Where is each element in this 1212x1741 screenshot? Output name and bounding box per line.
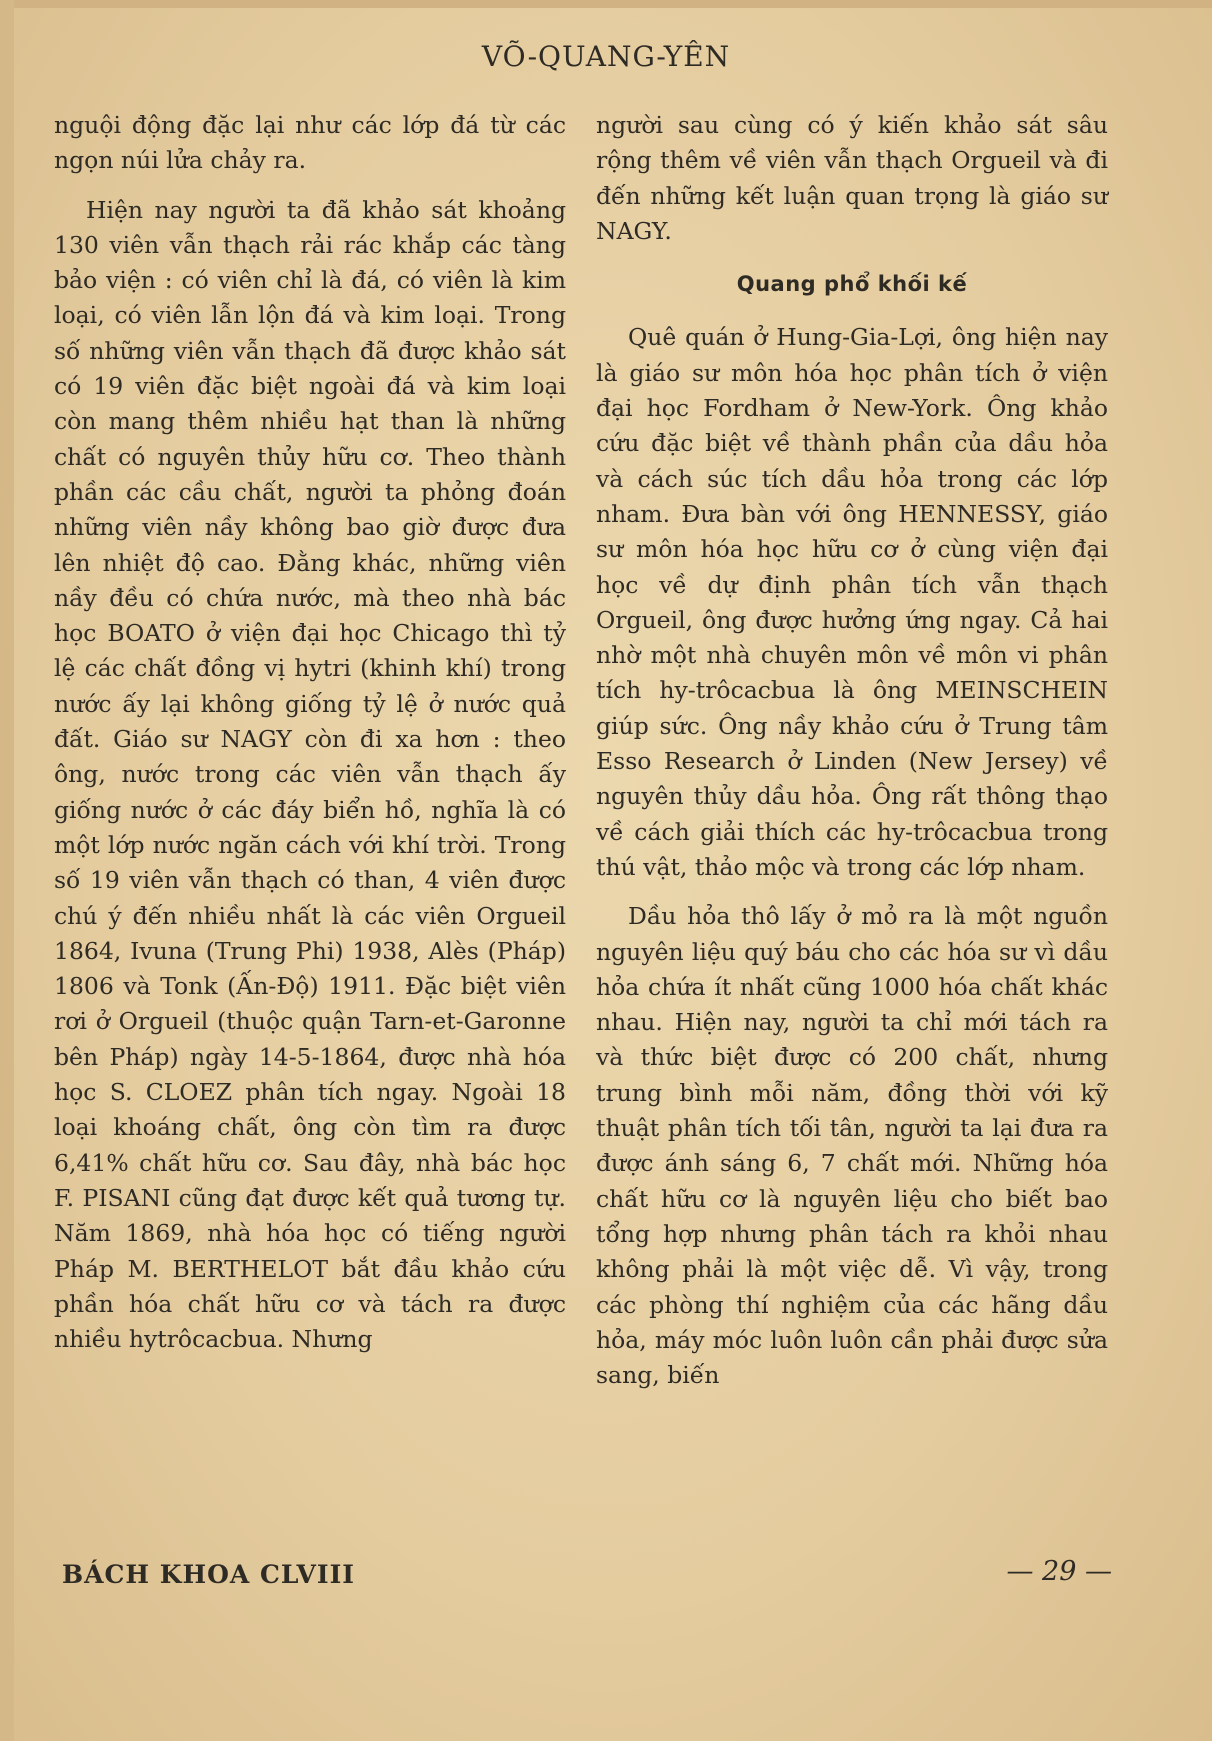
paragraph-gap — [596, 885, 1108, 899]
left-paragraph-1: nguội động đặc lại như các lớp đá từ các ngọn núi lửa chảy ra. — [54, 111, 566, 175]
page-left-edge — [0, 0, 14, 1741]
section-title: Quang phổ khối kế — [736, 272, 968, 297]
left-column — [54, 108, 566, 1357]
right-paragraph-2: Quê quán ở Hung-Gia-Lợi, ông hiện nay là giáo sư môn hóa học phân tích ở viện đại học Fordham ở New-York. Ông khảo cứu đặc biệt về thành phần của dầu hỏa và cách súc tích dầu hỏa trong các lớp nham. Đưa bàn với ông HENNESSY, giáo sư môn hóa học hữu cơ ở cùng viện đại học về dự định phân tích vẫn thạch Orgueil, ông được hưởng ứng ngay. Cả hai nhờ một nhà chuyên môn về môn vi phân tích hy-trôcacbua là ông MEINSCHEIN giúp sức. Ông nầy khảo cứu ở Trung tâm Esso Research ở Linden (New Jersey) về nguyên thủy dầu hỏa. Ông rất thông thạo về cách giải thích các hy-trôcacbua trong thú vật, thảo mộc và trong các lớp nham. — [596, 323, 1108, 881]
page-number: — 29 — — [1006, 1556, 1112, 1587]
journal-footer: BÁCH KHOA CLVIII — [62, 1560, 355, 1589]
right-paragraph-1: người sau cùng có ý kiến khảo sát sâu rộng thêm về viên vẫn thạch Orgueil và đi đến những kết luận quan trọng là giáo sư NAGY. — [596, 111, 1108, 245]
paragraph-gap — [54, 179, 566, 193]
right-paragraph-3: Dầu hỏa thô lấy ở mỏ ra là một nguồn nguyên liệu quý báu cho các hóa sư vì dầu hỏa chứa ít nhất cũng 1000 hóa chất khác nhau. Hiện nay, người ta chỉ mới tách ra và thức biệt được có 200 chất, nhưng trung bình mỗi năm, đồng thời với kỹ thuật phân tích tối tân, người ta lại đưa ra được ánh sáng 6, 7 chất mới. Những hóa chất hữu cơ là nguyên liệu cho biết bao tổng hợp nhưng phân tách ra khỏi nhau không phải là một việc dễ. Vì vậy, trong các phòng thí nghiệm của các hãng dầu hỏa, máy móc luôn luôn cần phải được sửa sang, biến — [596, 902, 1108, 1390]
running-header: VÕ-QUANG-YÊN — [481, 40, 731, 73]
page-top-edge — [0, 0, 1212, 8]
right-column — [596, 108, 1108, 1393]
left-paragraph-2: Hiện nay người ta đã khảo sát khoảng 130 viên vẫn thạch rải rác khắp các tàng bảo viện : có viên chỉ là đá, có viên là kim loại, có viên lẫn lộn đá và kim loại. Trong số những viên vẫn thạch đã được khảo sát có 19 viên đặc biệt ngoài đá và kim loại còn mang thêm nhiều hạt than là những chất có nguyên thủy hữu cơ. Theo thành phần các cầu chất, người ta phỏng đoán những viên nầy không bao giờ được đưa lên nhiệt độ cao. Đằng khác, những viên nầy đều có chứa nước, mà theo nhà bác học BOATO ở viện đại học Chicago thì tỷ lệ các chất đồng vị hytri (khinh khí) trong nước ấy lại không giống tỷ lệ ở nước quả đất. Giáo sư NAGY còn đi xa hơn : theo ông, nước trong các viên vẫn thạch ấy giống nước ở các đáy biển hồ, nghĩa là có một lớp nước ngăn cách với khí trời. Trong số 19 viên vẫn thạch có than, 4 viên được chú ý đến nhiều nhất là các viên Orgueil 1864, Ivuna (Trung Phi) 1938, Alès (Pháp) 1806 và Tonk (Ấn-Độ) 1911. Đặc biệt viên rơi ở Orgueil (thuộc quận Tarn-et-Garonne bên Pháp) ngày 14-5-1864, được nhà hóa học S. CLOEZ phân tích ngay. Ngoài 18 loại khoáng chất, ông còn tìm ra được 6,41% chất hữu cơ. Sau đây, nhà bác học F. PISANI cũng đạt được kết quả tương tự. Năm 1869, nhà hóa học có tiếng người Pháp M. BERTHELOT bắt đầu khảo cứu phần hóa chất hữu cơ và tách ra được nhiều hytrôcacbua. Nhưng — [54, 195, 566, 1354]
